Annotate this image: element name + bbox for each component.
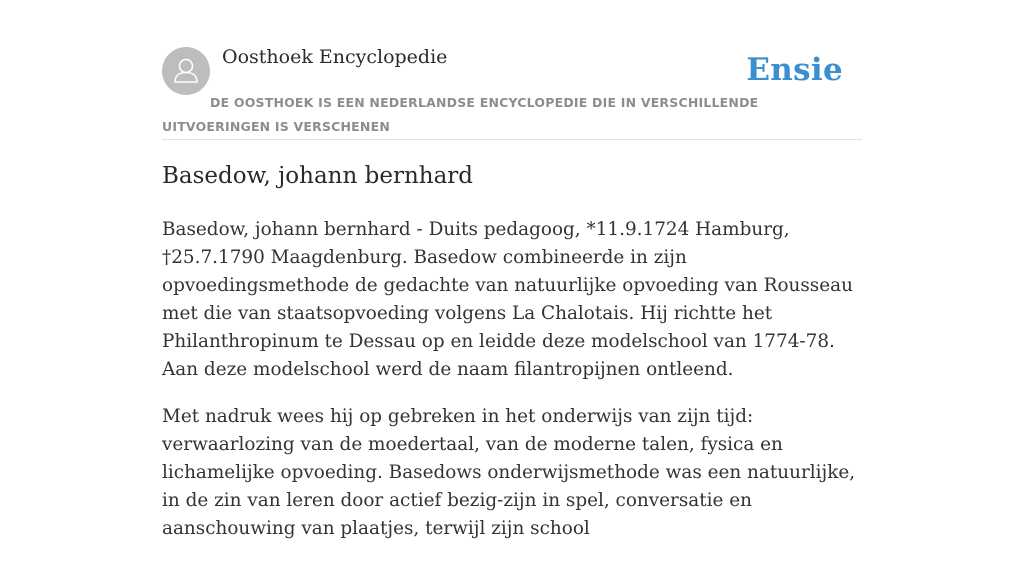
article-paragraph: Met nadruk wees hij op gebreken in het onderwijs van zijn tijd: verwaarlozing van de moedertaal, van de moderne talen, fysica en lichamelijke opvoeding. Basedows onderwijsmethode was een natuurlijke, in de zin van leren door actief bezig-zijn in spel, conversatie en aanschouwing van plaatjes, terwijl zijn school bbox=[162, 406, 856, 539]
site-tagline: DE OOSTHOEK IS EEN NEDERLANDSE ENCYCLOPEDIE DIE IN VERSCHILLENDE UITVOERINGEN IS VERSCHENEN bbox=[162, 95, 759, 134]
article-paragraph: Basedow, johann bernhard - Duits pedagoog, *11.9.1724 Hamburg, †25.7.1790 Maagdenburg. Basedow combineerde in zijn opvoedingsmethode de gedachte van natuurlijke opvoeding van Rousseau met die van staatsopvoeding volgens La Chalotais. Hij richtte het Philanthropinum te Dessau op en leidde deze modelschool van 1774-78. Aan deze modelschool werd de naam filantropijnen ontleend. bbox=[162, 219, 853, 380]
header-divider bbox=[162, 139, 862, 140]
user-avatar-icon[interactable] bbox=[162, 47, 210, 95]
article-title: Basedow, johann bernhard bbox=[162, 163, 474, 189]
site-name[interactable]: Oosthoek Encyclopedie bbox=[222, 46, 448, 68]
article-body bbox=[162, 216, 862, 562]
ensie-logo[interactable]: Ensie bbox=[746, 52, 843, 88]
